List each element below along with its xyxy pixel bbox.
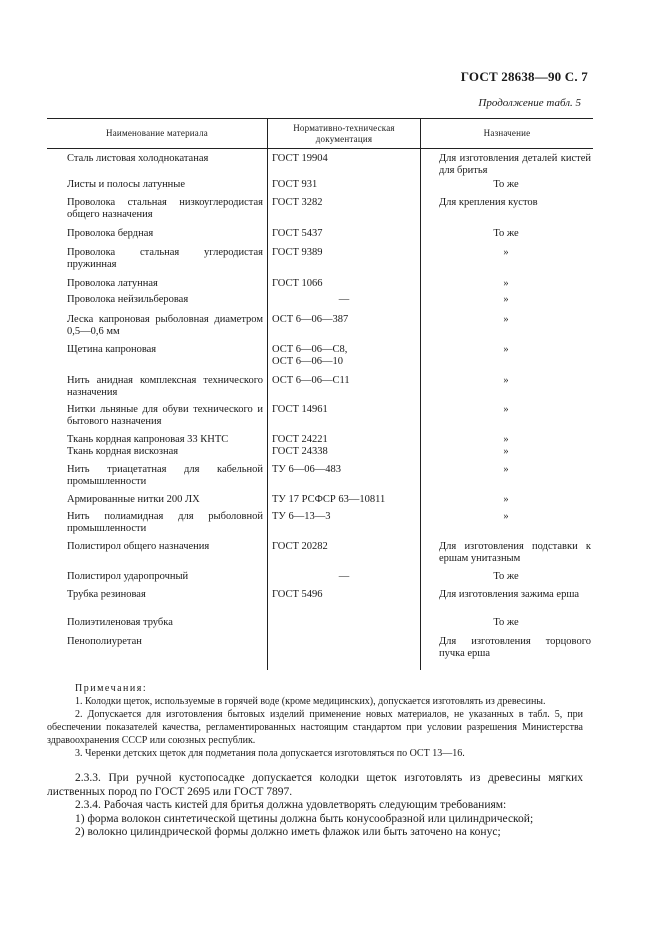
table-row [47, 511, 593, 541]
material-purpose: » [503, 445, 509, 457]
material-doc: ТУ 6—13—3 [268, 511, 421, 541]
material-doc: ОСТ 6—06—С8, [272, 343, 348, 355]
table-row [47, 197, 593, 228]
table-row [47, 375, 593, 404]
material-purpose: » [503, 510, 509, 522]
column-header-material: Наименование материала [47, 119, 268, 149]
table-row [47, 228, 593, 247]
material-doc: ГОСТ 9389 [268, 247, 421, 278]
material-doc: ГОСТ 3282 [268, 197, 421, 228]
material-name: Пенополиуретан [67, 635, 142, 647]
material-name: Ткань кордная капроновая 33 КНТС [67, 433, 229, 445]
material-name: Леска капроновая рыболовная диаметром 0,5—0,6 мм [67, 313, 263, 337]
material-purpose: Для изготовления подставки к ершам унитазным [439, 540, 591, 564]
material-doc: — [268, 294, 421, 314]
material-name: Полистирол ударопрочный [67, 570, 189, 582]
column-header-documentation: Нормативно-техническая документация [268, 119, 421, 149]
material-doc: ГОСТ 14961 [268, 404, 421, 434]
material-purpose: » [503, 433, 509, 445]
material-name: Проволока латунная [67, 277, 158, 289]
table-header-row [47, 119, 593, 149]
material-name: Армированные нитки 200 ЛХ [67, 493, 200, 505]
table-notes [47, 682, 583, 760]
note-item: 1. Колодки щеток, используемые в горячей воде (кроме медицинских), допускается изготовлять из древесины. [75, 696, 546, 707]
table-continuation-label: Продолжение табл. 5 [478, 97, 581, 109]
material-name: Полистирол общего назначения [67, 540, 210, 552]
materials-table [47, 118, 593, 670]
requirement-1: 1) форма волокон синтетической щетины должна быть конусообразной или цилиндрической; [75, 812, 534, 825]
table-row [47, 294, 593, 314]
table-row [47, 464, 593, 494]
material-purpose: Для изготовления зажима ерша [439, 588, 580, 600]
page-header-title: ГОСТ 28638—90 С. 7 [460, 69, 588, 84]
material-name: Щетина капроновая [67, 343, 157, 355]
material-name: Проволока бердная [67, 227, 154, 239]
material-purpose: » [503, 343, 509, 355]
material-purpose: То же [493, 616, 519, 628]
material-doc: ОСТ 6—06—387 [268, 314, 421, 344]
clause-2-3-4: 2.3.4. Рабочая часть кистей для бритья должна удовлетворять следующим требованиям: [75, 799, 507, 811]
table-row [47, 278, 593, 294]
material-doc: ГОСТ 5496 [268, 589, 421, 617]
material-purpose: » [503, 374, 509, 386]
material-name: Нить анидная комплексная технического назначения [67, 374, 263, 398]
table-row [47, 149, 593, 179]
notes-title: Примечания: [75, 683, 148, 694]
material-purpose: То же [493, 178, 519, 190]
material-name: Листы и полосы латунные [67, 178, 186, 190]
material-doc: ГОСТ 5437 [268, 228, 421, 247]
material-doc: ГОСТ 931 [268, 179, 421, 197]
material-name: Проволока нейзильберовая [67, 293, 189, 305]
material-name: Трубка резиновая [67, 588, 146, 600]
material-purpose: То же [493, 227, 519, 239]
material-doc: ОСТ 6—06—С11 [268, 375, 421, 404]
table-row [47, 344, 593, 375]
material-doc: ТУ 6—06—483 [268, 464, 421, 494]
material-name: Нить триацетатная для кабельной промышленности [67, 463, 263, 487]
material-purpose: » [503, 277, 509, 289]
material-doc: ГОСТ 20282 [268, 541, 421, 571]
material-purpose: » [503, 313, 509, 325]
material-purpose: » [503, 246, 509, 258]
material-doc: ГОСТ 19904 [268, 149, 421, 179]
material-doc: ТУ 17 РСФСР 63—10811 [268, 494, 421, 511]
material-purpose: То же [493, 570, 519, 582]
table-row [47, 314, 593, 344]
material-purpose: Для изготовления торцового пучка ерша [439, 635, 591, 659]
table-row [47, 494, 593, 511]
requirement-2: 2) волокно цилиндрической формы должно иметь флажок или быть заточено на конус; [75, 826, 501, 838]
material-doc: — [268, 571, 421, 589]
material-doc-cell [268, 344, 421, 375]
table-row [47, 617, 593, 636]
table-row [47, 404, 593, 434]
table-row [47, 541, 593, 571]
material-name: Сталь листовая холоднокатаная [67, 153, 209, 164]
table-row [47, 571, 593, 589]
material-doc: ГОСТ 24221 [268, 434, 421, 446]
material-purpose: Для изготовления деталей кистей для бритья [439, 153, 591, 176]
material-name: Проволока стальная углеродистая пружинная [67, 246, 263, 270]
table-row [47, 446, 593, 464]
material-purpose: » [503, 293, 509, 305]
material-name: Полиэтиленовая трубка [67, 616, 173, 628]
table-row [47, 589, 593, 617]
body-text [47, 772, 583, 840]
material-name: Проволока стальная низкоуглеродистая общего назначения [67, 196, 263, 220]
table-row [47, 434, 593, 446]
material-doc [268, 617, 421, 636]
material-name: Нитки льняные для обуви технического и бытового назначения [67, 403, 263, 427]
table-row [47, 636, 593, 670]
note-item: 2. Допускается для изготовления бытовых изделий применение новых материалов, не указанных в табл. 5, при обеспечении показателей качества, регламентированных настоящим стандартом при условии разрешения Министерства здравоохранения СССР или союзных республик. [47, 709, 583, 746]
material-doc [268, 636, 421, 670]
material-name: Ткань кордная вискозная [67, 445, 179, 457]
table-row [47, 179, 593, 197]
material-purpose: » [503, 493, 509, 505]
material-name: Нить полиамидная для рыболовной промышленности [67, 510, 263, 534]
material-doc: ОСТ 6—06—10 [272, 355, 344, 367]
material-purpose: » [503, 463, 509, 475]
column-header-purpose: Назначение [421, 119, 594, 149]
material-doc: ГОСТ 1066 [268, 278, 421, 294]
material-doc: ГОСТ 24338 [268, 446, 421, 464]
material-purpose: » [503, 403, 509, 415]
clause-2-3-3: 2.3.3. При ручной кустопосадке допускается колодки щеток изготовлять из древесины мягких лиственных пород по ГОСТ 2695 или ГОСТ 7897. [47, 772, 583, 798]
material-purpose: Для крепления кустов [439, 196, 538, 208]
note-item: 3. Черенки детских щеток для подметания пола допускается изготовляться по ОСТ 13—16. [75, 748, 465, 759]
table-row [47, 247, 593, 278]
